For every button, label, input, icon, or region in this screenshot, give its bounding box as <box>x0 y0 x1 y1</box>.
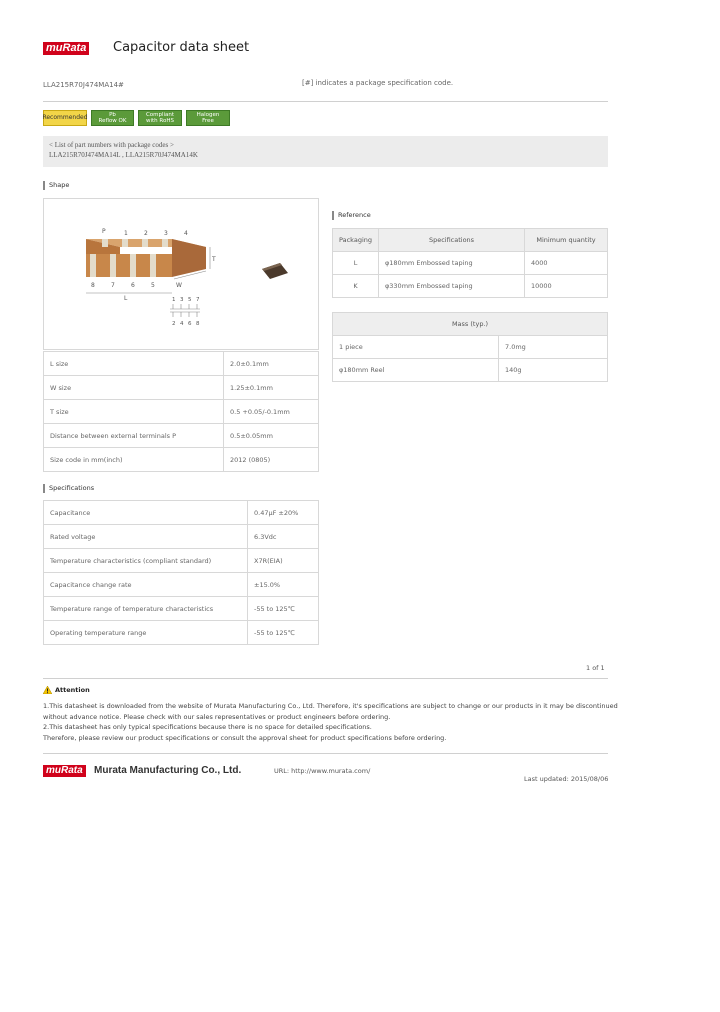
spec-label: Temperature range of temperature characteristics <box>44 597 248 621</box>
table-row <box>44 501 319 525</box>
table-row <box>333 275 608 298</box>
capacitor-body-side <box>172 239 206 277</box>
mass-label: φ180mm Reel <box>333 359 499 382</box>
label-4: 4 <box>184 230 188 237</box>
spec-value: -55 to 125℃ <box>248 621 319 645</box>
packaging-qty: 4000 <box>525 252 608 275</box>
terminal <box>102 239 108 247</box>
label-1: 1 <box>124 230 128 237</box>
table-row <box>44 376 319 400</box>
badge-label: Free <box>202 118 214 124</box>
row-value: 2.0±0.1mm <box>224 352 319 376</box>
mass-header: Mass (typ.) <box>333 313 608 336</box>
table-row <box>333 252 608 275</box>
shape-diagram-panel <box>43 198 319 350</box>
capacitor-body-front <box>86 254 172 277</box>
attention-heading <box>43 686 90 694</box>
rohs-badge <box>138 110 182 126</box>
spec-label: Rated voltage <box>44 525 248 549</box>
footer-company-name: Murata Manufacturing Co., Ltd. <box>94 765 242 776</box>
mass-value: 7.0mg <box>499 336 608 359</box>
part-list-box <box>43 136 608 167</box>
label-8: 8 <box>91 282 95 289</box>
terminal <box>162 239 168 247</box>
terminal <box>142 239 148 247</box>
spec-value: ±15.0% <box>248 573 319 597</box>
schematic-label-2: 2 <box>172 321 176 327</box>
badge-label: Reflow OK <box>98 118 127 124</box>
packaging-spec: φ180mm Embossed taping <box>379 252 525 275</box>
table-header-row <box>333 313 608 336</box>
spec-label: Temperature characteristics (compliant standard) <box>44 549 248 573</box>
header-divider <box>43 101 608 102</box>
spec-label: Operating temperature range <box>44 621 248 645</box>
attention-line: 2.This datasheet has only typical specifications because there is no space for detailed specifications. <box>43 723 372 731</box>
shape-section-label: Shape <box>43 181 69 190</box>
part-list-heading: < List of part numbers with package codes > <box>49 141 174 149</box>
footer-url[interactable]: URL: http://www.murata.com/ <box>274 767 371 775</box>
attention-line: 1.This datasheet is downloaded from the website of Murata Manufacturing Co., Ltd. Therefore, it's specifications are subject to change or our products in it may be discontinued <box>43 702 618 710</box>
last-updated: Last updated: 2015/08/06 <box>524 775 609 783</box>
schematic-label-4: 4 <box>180 321 184 327</box>
table-row <box>44 400 319 424</box>
schematic-label-1: 1 <box>172 297 176 303</box>
table-row <box>44 573 319 597</box>
schematic-label-5: 5 <box>188 297 192 303</box>
badge-label: Compliant <box>145 112 175 118</box>
attention-divider <box>43 678 608 679</box>
specifications-section-label: Specifications <box>43 484 94 493</box>
specifications-table <box>43 500 319 645</box>
table-row <box>333 359 608 382</box>
attention-line: without advance notice. Please check with our sales representatives or product engineers before ordering. <box>43 712 391 721</box>
table-row <box>44 352 319 376</box>
label-2: 2 <box>144 230 148 237</box>
schematic-label-7: 7 <box>196 297 200 303</box>
terminal <box>150 254 156 277</box>
badge-label: Halogen <box>196 112 220 118</box>
mass-label: 1 piece <box>333 336 499 359</box>
packaging-table <box>332 228 608 298</box>
attention-body <box>43 701 618 743</box>
terminal <box>130 254 136 277</box>
schematic-label-6: 6 <box>188 321 192 327</box>
table-row <box>333 336 608 359</box>
page-indicator: 1 of 1 <box>586 664 605 672</box>
row-value: 0.5±0.05mm <box>224 424 319 448</box>
dimension-l: L <box>124 295 128 302</box>
column-header: Packaging <box>333 229 379 252</box>
row-value: 0.5 +0.05/-0.1mm <box>224 400 319 424</box>
row-value: 2012 (0805) <box>224 448 319 472</box>
shape-dimensions-table <box>43 351 319 472</box>
spec-label: Capacitance change rate <box>44 573 248 597</box>
table-row <box>44 621 319 645</box>
badge-label: Recommended <box>42 114 88 121</box>
label-6: 6 <box>131 282 135 289</box>
dimension-w: W <box>176 282 182 289</box>
table-row <box>44 424 319 448</box>
recommended-badge <box>43 110 87 126</box>
package-note: [#] indicates a package specification code. <box>302 79 454 87</box>
table-header-row <box>333 229 608 252</box>
footer-murata-logo: muRata <box>43 765 86 777</box>
terminal <box>122 239 128 247</box>
packaging-code: L <box>333 252 379 275</box>
row-label: L size <box>44 352 224 376</box>
label-p: P <box>102 228 106 235</box>
packaging-spec: φ330mm Embossed taping <box>379 275 525 298</box>
footer-divider <box>43 753 608 754</box>
table-row <box>44 525 319 549</box>
packaging-qty: 10000 <box>525 275 608 298</box>
terminal <box>90 254 96 277</box>
part-list-items[interactable]: LLA215R70J474MA14L , LLA215R70J474MA14K <box>49 151 198 159</box>
attention-line: Therefore, please review our product specifications or consult the approval sheet for product specifications before ordering. <box>43 733 447 742</box>
warning-icon <box>43 686 52 694</box>
capacitor-array-diagram <box>44 199 318 349</box>
row-label: T size <box>44 400 224 424</box>
row-label: Distance between external terminals P <box>44 424 224 448</box>
column-header: Minimum quantity <box>525 229 608 252</box>
spec-value: 0.47μF ±20% <box>248 501 319 525</box>
schematic-label-8: 8 <box>196 321 200 327</box>
murata-logo: muRata <box>43 42 89 55</box>
spec-value: -55 to 125℃ <box>248 597 319 621</box>
schematic-label-3: 3 <box>180 297 184 303</box>
column-header: Specifications <box>379 229 525 252</box>
table-row <box>44 448 319 472</box>
badge-label: with RoHS <box>146 118 174 124</box>
dimension-t: T <box>212 256 216 263</box>
row-value: 1.25±0.1mm <box>224 376 319 400</box>
reference-section-label: Reference <box>332 211 371 220</box>
mass-table <box>332 312 608 382</box>
row-label: W size <box>44 376 224 400</box>
terminal <box>110 254 116 277</box>
attention-title: Attention <box>55 686 90 694</box>
spec-value: X7R(EIA) <box>248 549 319 573</box>
table-row <box>44 549 319 573</box>
badge-label: Pb <box>109 112 116 118</box>
label-7: 7 <box>111 282 115 289</box>
table-row <box>44 597 319 621</box>
halogen-free-badge <box>186 110 230 126</box>
packaging-code: K <box>333 275 379 298</box>
part-number: LLA215R70J474MA14# <box>43 81 124 89</box>
mass-value: 140g <box>499 359 608 382</box>
reflow-badge <box>91 110 134 126</box>
page-title: Capacitor data sheet <box>113 40 250 55</box>
row-label: Size code in mm(inch) <box>44 448 224 472</box>
spec-label: Capacitance <box>44 501 248 525</box>
label-3: 3 <box>164 230 168 237</box>
spec-value: 6.3Vdc <box>248 525 319 549</box>
label-5: 5 <box>151 282 155 289</box>
